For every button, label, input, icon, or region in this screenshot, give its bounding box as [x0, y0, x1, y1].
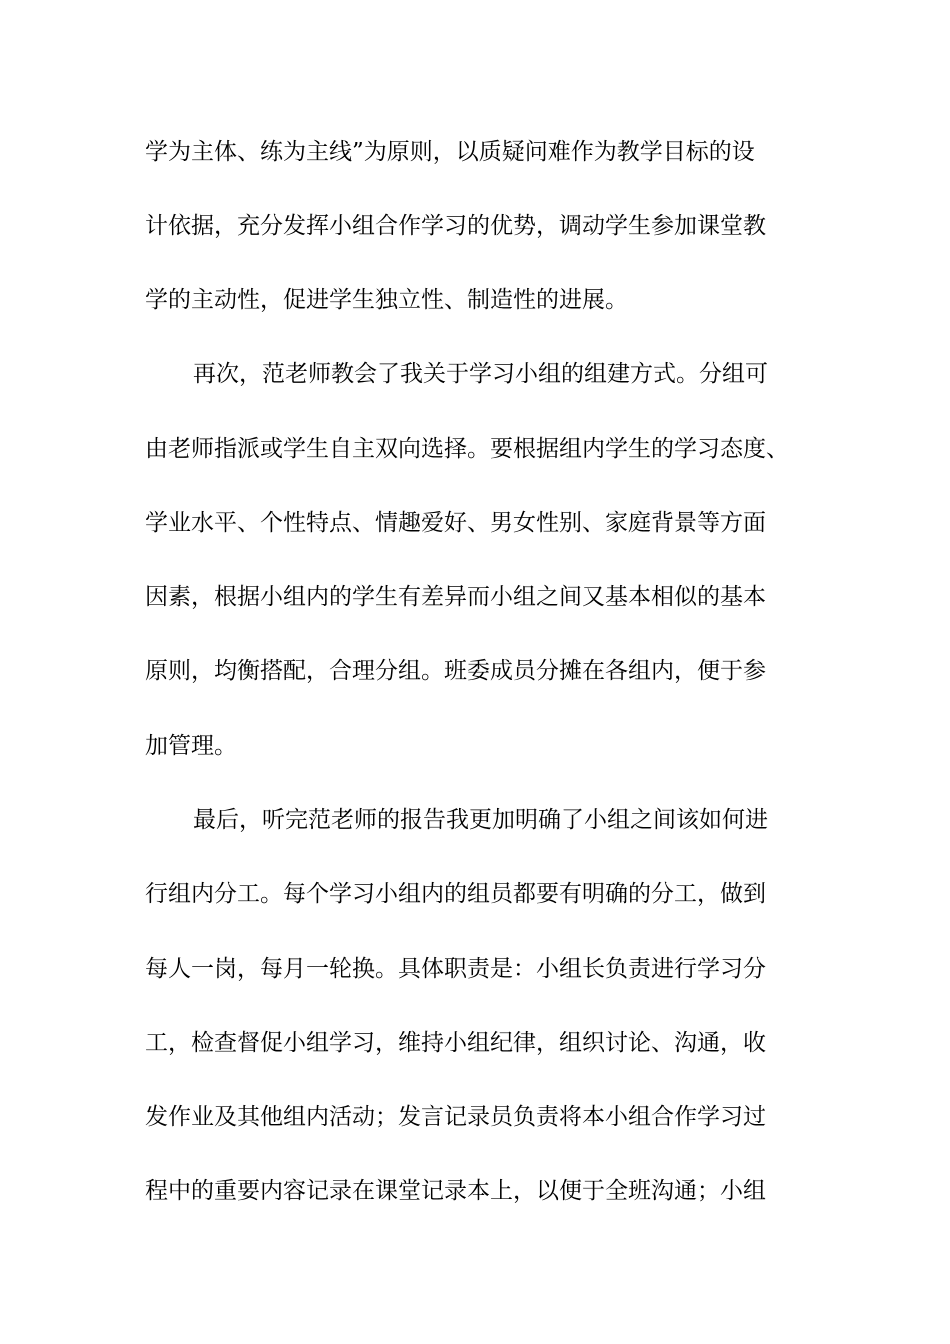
text-line: 行组内分工。每个学习小组内的组员都要有明确的分工，做到 [145, 881, 766, 907]
text-line: 学的主动性，促进学生独立性、制造性的进展。 [145, 287, 628, 313]
paragraph-start-line: 最后，听完范老师的报告我更加明确了小组之间该如何进 [193, 807, 768, 833]
text-line: 加管理。 [145, 733, 237, 759]
text-line: 发作业及其他组内活动；发言记录员负责将本小组合作学习过 [145, 1104, 766, 1130]
text-line: 每人一岗，每月一轮换。具体职责是：小组长负责进行学习分 [145, 956, 766, 982]
text-line: 因素，根据小组内的学生有差异而小组之间又基本相似的基本 [145, 584, 766, 610]
text-line: 学为主体、练为主线”为原则，以质疑问难作为教学目标的设 [145, 139, 755, 165]
paragraph-start-line: 再次，范老师教会了我关于学习小组的组建方式。分组可 [193, 361, 768, 387]
text-line: 工，检查督促小组学习，维持小组纪律，组织讨论、沟通，收 [145, 1030, 766, 1056]
text-line: 学业水平、个性特点、情趣爱好、男女性别、家庭背景等方面 [145, 510, 766, 536]
text-line: 原则，均衡搭配，合理分组。班委成员分摊在各组内，便于参 [145, 658, 766, 684]
text-line: 程中的重要内容记录在课堂记录本上，以便于全班沟通；小组 [145, 1178, 766, 1204]
text-line: 由老师指派或学生自主双向选择。要根据组内学生的学习态度、 [145, 436, 789, 462]
text-line: 计依据，充分发挥小组合作学习的优势，调动学生参加课堂教 [145, 213, 766, 239]
